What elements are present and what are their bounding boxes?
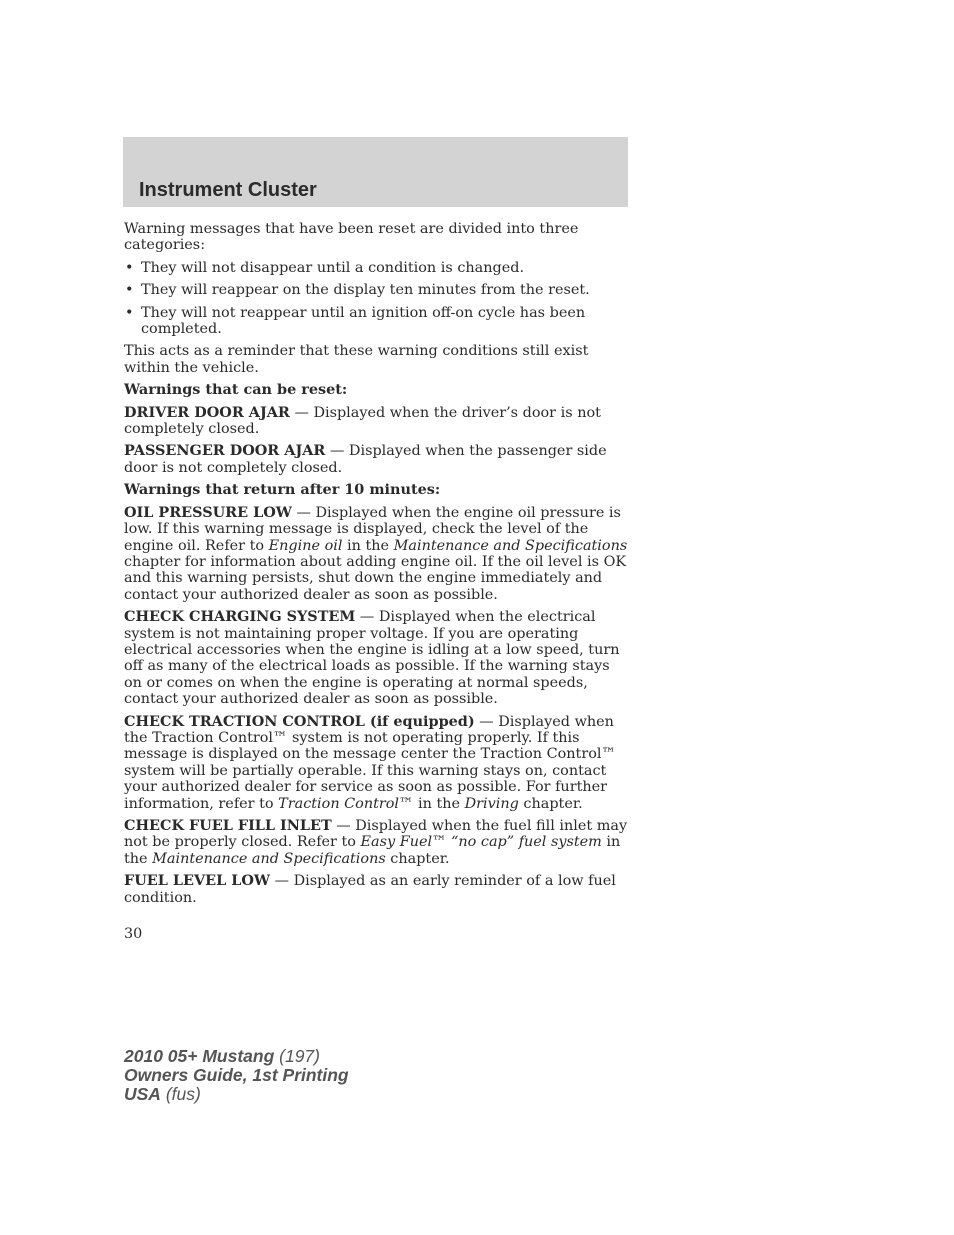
section-title: Instrument Cluster — [139, 179, 317, 201]
fuel-level-low-entry — [124, 873, 630, 906]
page-body — [124, 221, 630, 912]
list-item-text: They will reappear on the display ten minutes from the reset. — [141, 282, 590, 299]
warning-description: — Displayed when the passenger side door is not completely closed. — [124, 443, 607, 476]
warning-term: FUEL LEVEL LOW — [124, 872, 271, 890]
footer-model: 2010 05+ Mustang — [124, 1046, 275, 1066]
warning-description: — Displayed when the driver’s door is not completely closed. — [124, 404, 601, 438]
return-warnings-heading — [124, 482, 630, 498]
warning-description: chapter for information about adding engine oil. If the oil level is OK and this warning persists, shut down the engine immediately and contact your authorized dealer as soon as possible. — [124, 553, 627, 603]
cross-reference: Easy Fuel™ “no cap” fuel system — [360, 834, 602, 851]
footer-line-guide — [124, 1066, 349, 1085]
footer-line-region — [124, 1085, 349, 1104]
warning-description: — Displayed when the fuel fill inlet may not be properly closed. Refer to — [124, 818, 628, 851]
warning-description: — Displayed when the electrical system is not maintaining proper voltage. If you are operating electrical accessories when the engine is idling at a low speed, turn off as many of the electrical loads as possible. If the warning stays on or comes on when the engine is operating at normal speeds, contact your authorized dealer as soon as possible. — [124, 609, 620, 708]
warning-description: in the — [124, 834, 621, 867]
warning-term: CHECK CHARGING SYSTEM — [124, 608, 356, 626]
heading-text: Warnings that return after 10 minutes: — [124, 481, 441, 499]
warning-term: OIL PRESSURE LOW — [124, 503, 292, 521]
list-item-text: They will not disappear until a condition is changed. — [141, 259, 525, 276]
category-list — [124, 260, 630, 338]
bullet-icon: • — [125, 304, 134, 321]
list-item — [124, 305, 630, 338]
footer-region: USA — [124, 1084, 161, 1104]
reset-warnings-heading — [124, 382, 630, 398]
passenger-door-ajar-entry — [124, 443, 630, 476]
document-footer — [124, 1047, 349, 1104]
footer-guide: Owners Guide, 1st Printing — [124, 1065, 349, 1085]
cross-reference: Maintenance and Specifications — [393, 537, 628, 554]
cross-reference: Traction Control™ — [278, 795, 414, 812]
warning-description: in the — [342, 537, 394, 554]
footer-model-code: (197) — [274, 1046, 320, 1066]
cross-reference: Engine oil — [268, 537, 343, 554]
list-item — [124, 260, 630, 276]
list-item — [124, 282, 630, 298]
bullet-icon: • — [125, 282, 134, 299]
reminder-paragraph: This acts as a reminder that these warning conditions still exist within the vehicle. — [124, 343, 589, 376]
warning-description: — Displayed when the Traction Control™ system is not operating properly. If this message is displayed on the message center the Traction Control™ system will be partially operable. If this warning stays on, contact your authorized dealer for service as soon as possible. For further information, refer to — [124, 713, 616, 812]
cross-reference: Maintenance and Specifications — [152, 850, 386, 867]
oil-pressure-low-entry — [124, 505, 630, 603]
footer-region-code: (fus) — [160, 1084, 201, 1104]
warning-description: — Displayed as an early reminder of a low fuel condition. — [124, 873, 616, 906]
page-number: 30 — [124, 926, 143, 942]
warning-term: PASSENGER DOOR AJAR — [124, 442, 326, 460]
check-charging-system-entry — [124, 609, 630, 707]
intro-paragraph: Warning messages that have been reset are divided into three categories: — [124, 221, 579, 254]
warning-description: in the — [413, 795, 465, 812]
warning-term: CHECK FUEL FILL INLET — [124, 817, 332, 834]
warning-term: CHECK TRACTION CONTROL (if equipped) — [124, 712, 475, 730]
bullet-icon: • — [125, 259, 134, 276]
warning-description: — Displayed when the engine oil pressure is low. If this warning message is displayed, check the level of the engine oil. Refer to — [124, 504, 621, 554]
warning-term: DRIVER DOOR AJAR — [124, 403, 290, 421]
cross-reference: Driving — [464, 795, 519, 812]
check-fuel-fill-inlet-entry — [124, 818, 630, 867]
driver-door-ajar-entry — [124, 405, 630, 438]
check-traction-control-entry — [124, 714, 630, 812]
warning-description: chapter. — [385, 850, 450, 867]
warning-description: chapter. — [518, 795, 583, 812]
section-header — [123, 137, 628, 207]
heading-text: Warnings that can be reset: — [124, 381, 348, 399]
footer-line-model — [124, 1047, 349, 1066]
list-item-text: They will not reappear until an ignition off-on cycle has been completed. — [141, 304, 586, 338]
